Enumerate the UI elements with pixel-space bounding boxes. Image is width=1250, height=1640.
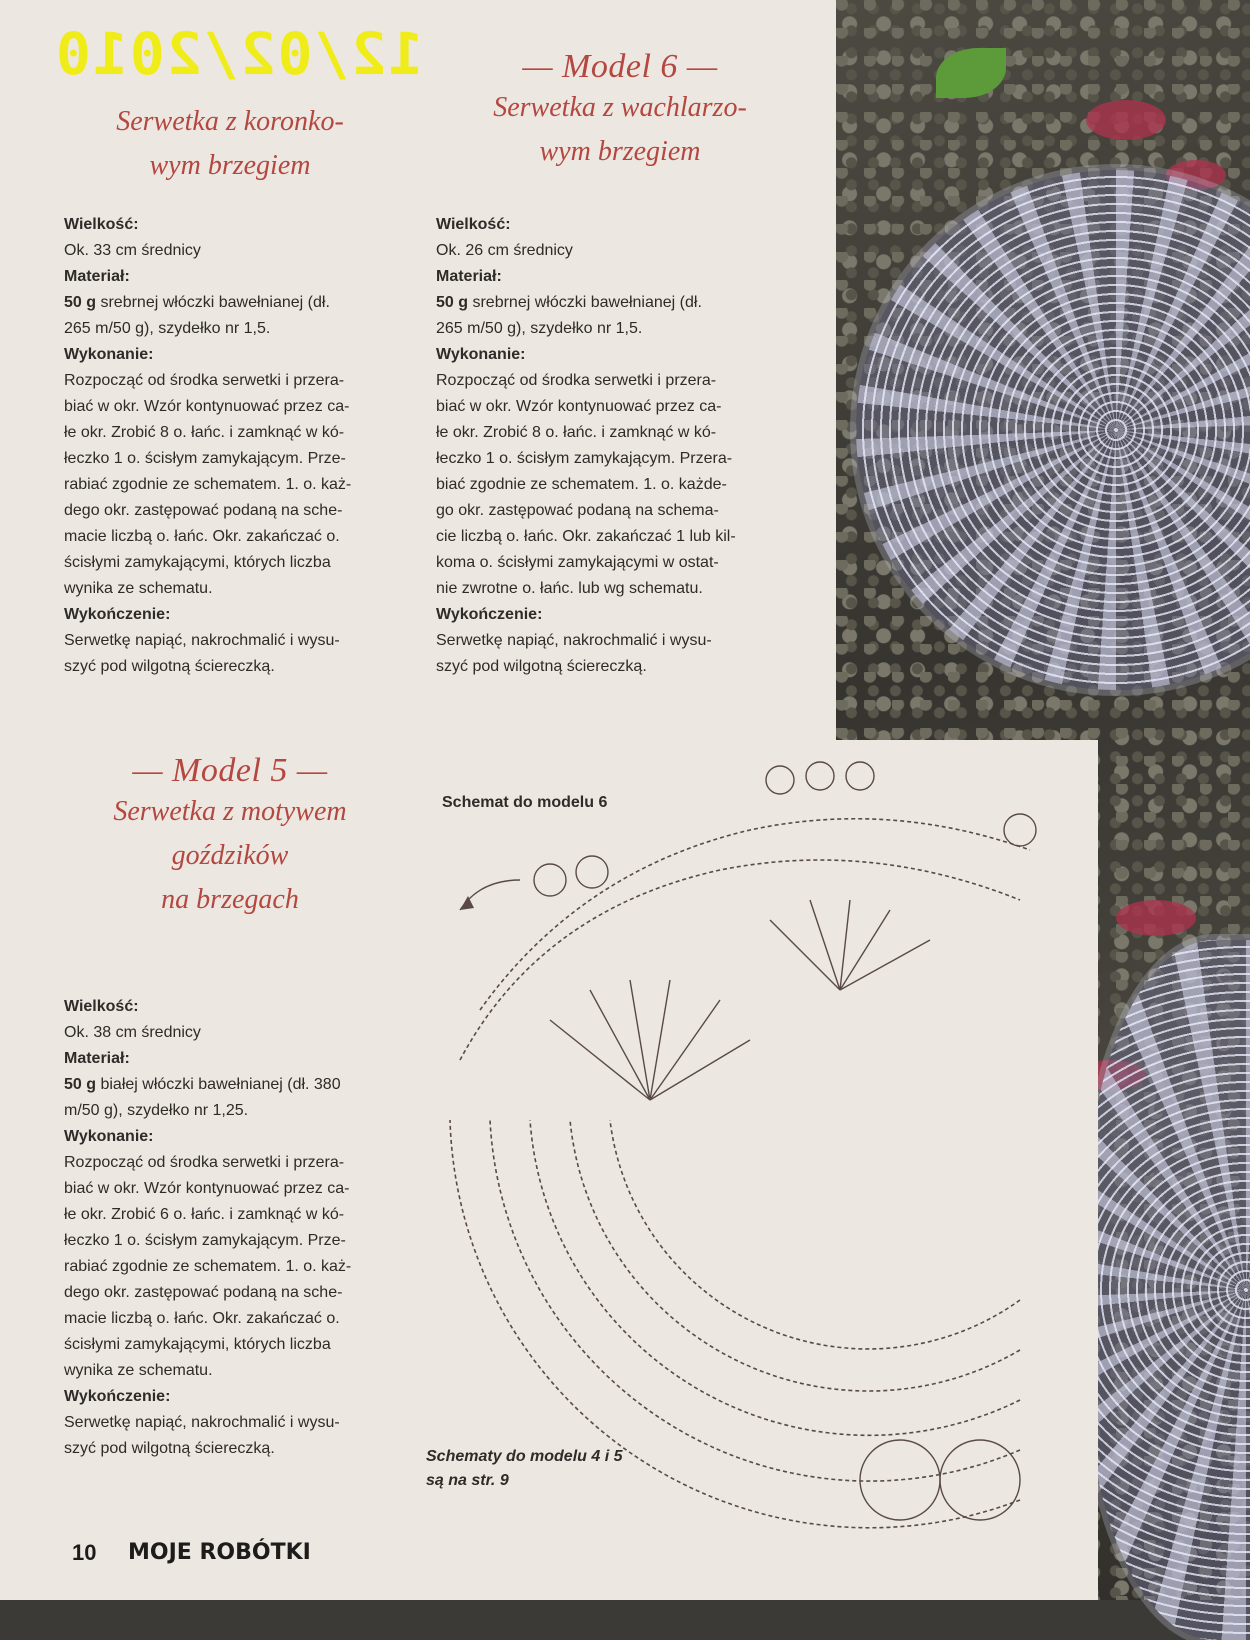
size-label: Wielkość: (64, 998, 139, 1015)
model5-label: — Model 5 — (132, 752, 328, 789)
model5-heading (60, 752, 400, 922)
material-amount: 50 g (64, 1076, 97, 1093)
work-line: go okr. zastępować podaną na schema- (436, 502, 719, 519)
work-line: macie liczbą o. łańc. Okr. zakańczać o. (64, 1310, 340, 1327)
finish-label: Wykończenie: (64, 1388, 171, 1405)
work-line: biać w okr. Wzór kontynuować przez ca- (64, 1180, 350, 1197)
work-line: wynika ze schematu. (64, 580, 213, 597)
material-text: srebrnej włóczki bawełnianej (dł. (100, 294, 330, 311)
work-line: biać w okr. Wzór kontynuować przez ca- (64, 398, 350, 415)
model6-text (436, 212, 806, 680)
finish-line: Serwetkę napiąć, nakrochmalić i wysu- (64, 1414, 340, 1431)
work-line: biać zgodnie ze schematem. 1. o. każde- (436, 476, 727, 493)
model6-title-line1: Serwetka z wachlarzo- (493, 92, 747, 123)
doily-image (1086, 940, 1250, 1640)
finish-line: szyć pod wilgotną ściereczką. (64, 658, 275, 675)
work-line: macie liczbą o. łańc. Okr. zakańczać o. (64, 528, 340, 545)
work-label: Wykonanie: (436, 346, 526, 363)
model4-title-line2: wym brzegiem (149, 150, 311, 181)
model6-label: — Model 6 — (522, 48, 718, 85)
work-line: wynika ze schematu. (64, 1362, 213, 1379)
finish-line: Serwetkę napiąć, nakrochmalić i wysu- (64, 632, 340, 649)
work-line: Rozpocząć od środka serwetki i przera- (436, 372, 717, 389)
leaf-shape (936, 48, 1006, 98)
model5-title-line1: Serwetka z motywem (113, 796, 347, 827)
material-label: Materiał: (436, 268, 502, 285)
model4-heading (60, 100, 400, 188)
diagram-note-line1: Schematy do modelu 4 i 5 (426, 1448, 623, 1465)
work-line: łeczko 1 o. ścisłym zamykającym. Prze- (64, 1232, 346, 1249)
magazine-name: MOJE ROBÓTKI (128, 1540, 311, 1565)
work-line: rabiać zgodnie ze schematem. 1. o. każ- (64, 1258, 352, 1275)
finish-line: Serwetkę napiąć, nakrochmalić i wysu- (436, 632, 712, 649)
work-line: ścisłymi zamykającymi, których liczba (64, 554, 331, 571)
petal-shape (1116, 900, 1196, 936)
crochet-chart-diagram (420, 760, 1060, 1540)
size-label: Wielkość: (436, 216, 511, 233)
work-line: biać w okr. Wzór kontynuować przez ca- (436, 398, 722, 415)
size-value: Ok. 38 cm średnicy (64, 1024, 201, 1041)
material-line: 265 m/50 g), szydełko nr 1,5. (436, 320, 643, 337)
doily-image (856, 170, 1250, 690)
work-line: łe okr. Zrobić 8 o. łańc. i zamknąć w kó- (436, 424, 717, 441)
material-label: Materiał: (64, 1050, 130, 1067)
date-stamp: 12/02/2010 (54, 20, 424, 88)
work-line: Rozpocząć od środka serwetki i przera- (64, 372, 345, 389)
material-line (64, 1072, 404, 1098)
model4-text (64, 212, 404, 680)
material-amount: 50 g (64, 294, 97, 311)
model4-title-line1: Serwetka z koronko- (116, 106, 344, 137)
material-amount: 50 g (436, 294, 469, 311)
page-number: 10 (72, 1540, 97, 1565)
work-label: Wykonanie: (64, 346, 154, 363)
petal-shape (1086, 100, 1166, 140)
work-label: Wykonanie: (64, 1128, 154, 1145)
work-line: Rozpocząć od środka serwetki i przera- (64, 1154, 345, 1171)
work-line: dego okr. zastępować podaną na sche- (64, 1284, 343, 1301)
work-line: łe okr. Zrobić 6 o. łańc. i zamknąć w kó- (64, 1206, 345, 1223)
model6-heading (430, 48, 810, 174)
material-line (436, 290, 806, 316)
diagram-note-line2: są na str. 9 (426, 1472, 509, 1489)
work-line: koma o. ścisłymi zamykającymi w ostat- (436, 554, 719, 571)
material-line: m/50 g), szydełko nr 1,25. (64, 1102, 249, 1119)
model6-title-line2: wym brzegiem (539, 136, 701, 167)
finish-line: szyć pod wilgotną ściereczką. (64, 1440, 275, 1457)
material-label: Materiał: (64, 268, 130, 285)
material-text: białej włóczki bawełnianej (dł. 380 (100, 1076, 341, 1093)
size-value: Ok. 33 cm średnicy (64, 242, 201, 259)
work-line: łeczko 1 o. ścisłym zamykającym. Prze- (64, 450, 346, 467)
model5-title-line2: goździków (171, 840, 289, 871)
work-line: łe okr. Zrobić 8 o. łańc. i zamknąć w kó- (64, 424, 345, 441)
finish-label: Wykończenie: (64, 606, 171, 623)
work-line: rabiać zgodnie ze schematem. 1. o. każ- (64, 476, 352, 493)
work-line: łeczko 1 o. ścisłym zamykającym. Przera- (436, 450, 733, 467)
material-line (64, 290, 404, 316)
material-line: 265 m/50 g), szydełko nr 1,5. (64, 320, 271, 337)
finish-line: szyć pod wilgotną ściereczką. (436, 658, 647, 675)
size-label: Wielkość: (64, 216, 139, 233)
material-text: srebrnej włóczki bawełnianej (dł. (472, 294, 702, 311)
model5-title-line3: na brzegach (161, 884, 299, 915)
work-line: cie liczbą o. łańc. Okr. zakańczać 1 lub kil- (436, 528, 736, 545)
work-line: dego okr. zastępować podaną na sche- (64, 502, 343, 519)
finish-label: Wykończenie: (436, 606, 543, 623)
size-value: Ok. 26 cm średnicy (436, 242, 573, 259)
work-line: nie zwrotne o. łańc. lub wg schematu. (436, 580, 703, 597)
work-line: ścisłymi zamykającymi, których liczba (64, 1336, 331, 1353)
diagram-caption: Schemat do modelu 6 (442, 794, 608, 811)
model5-text (64, 994, 404, 1462)
